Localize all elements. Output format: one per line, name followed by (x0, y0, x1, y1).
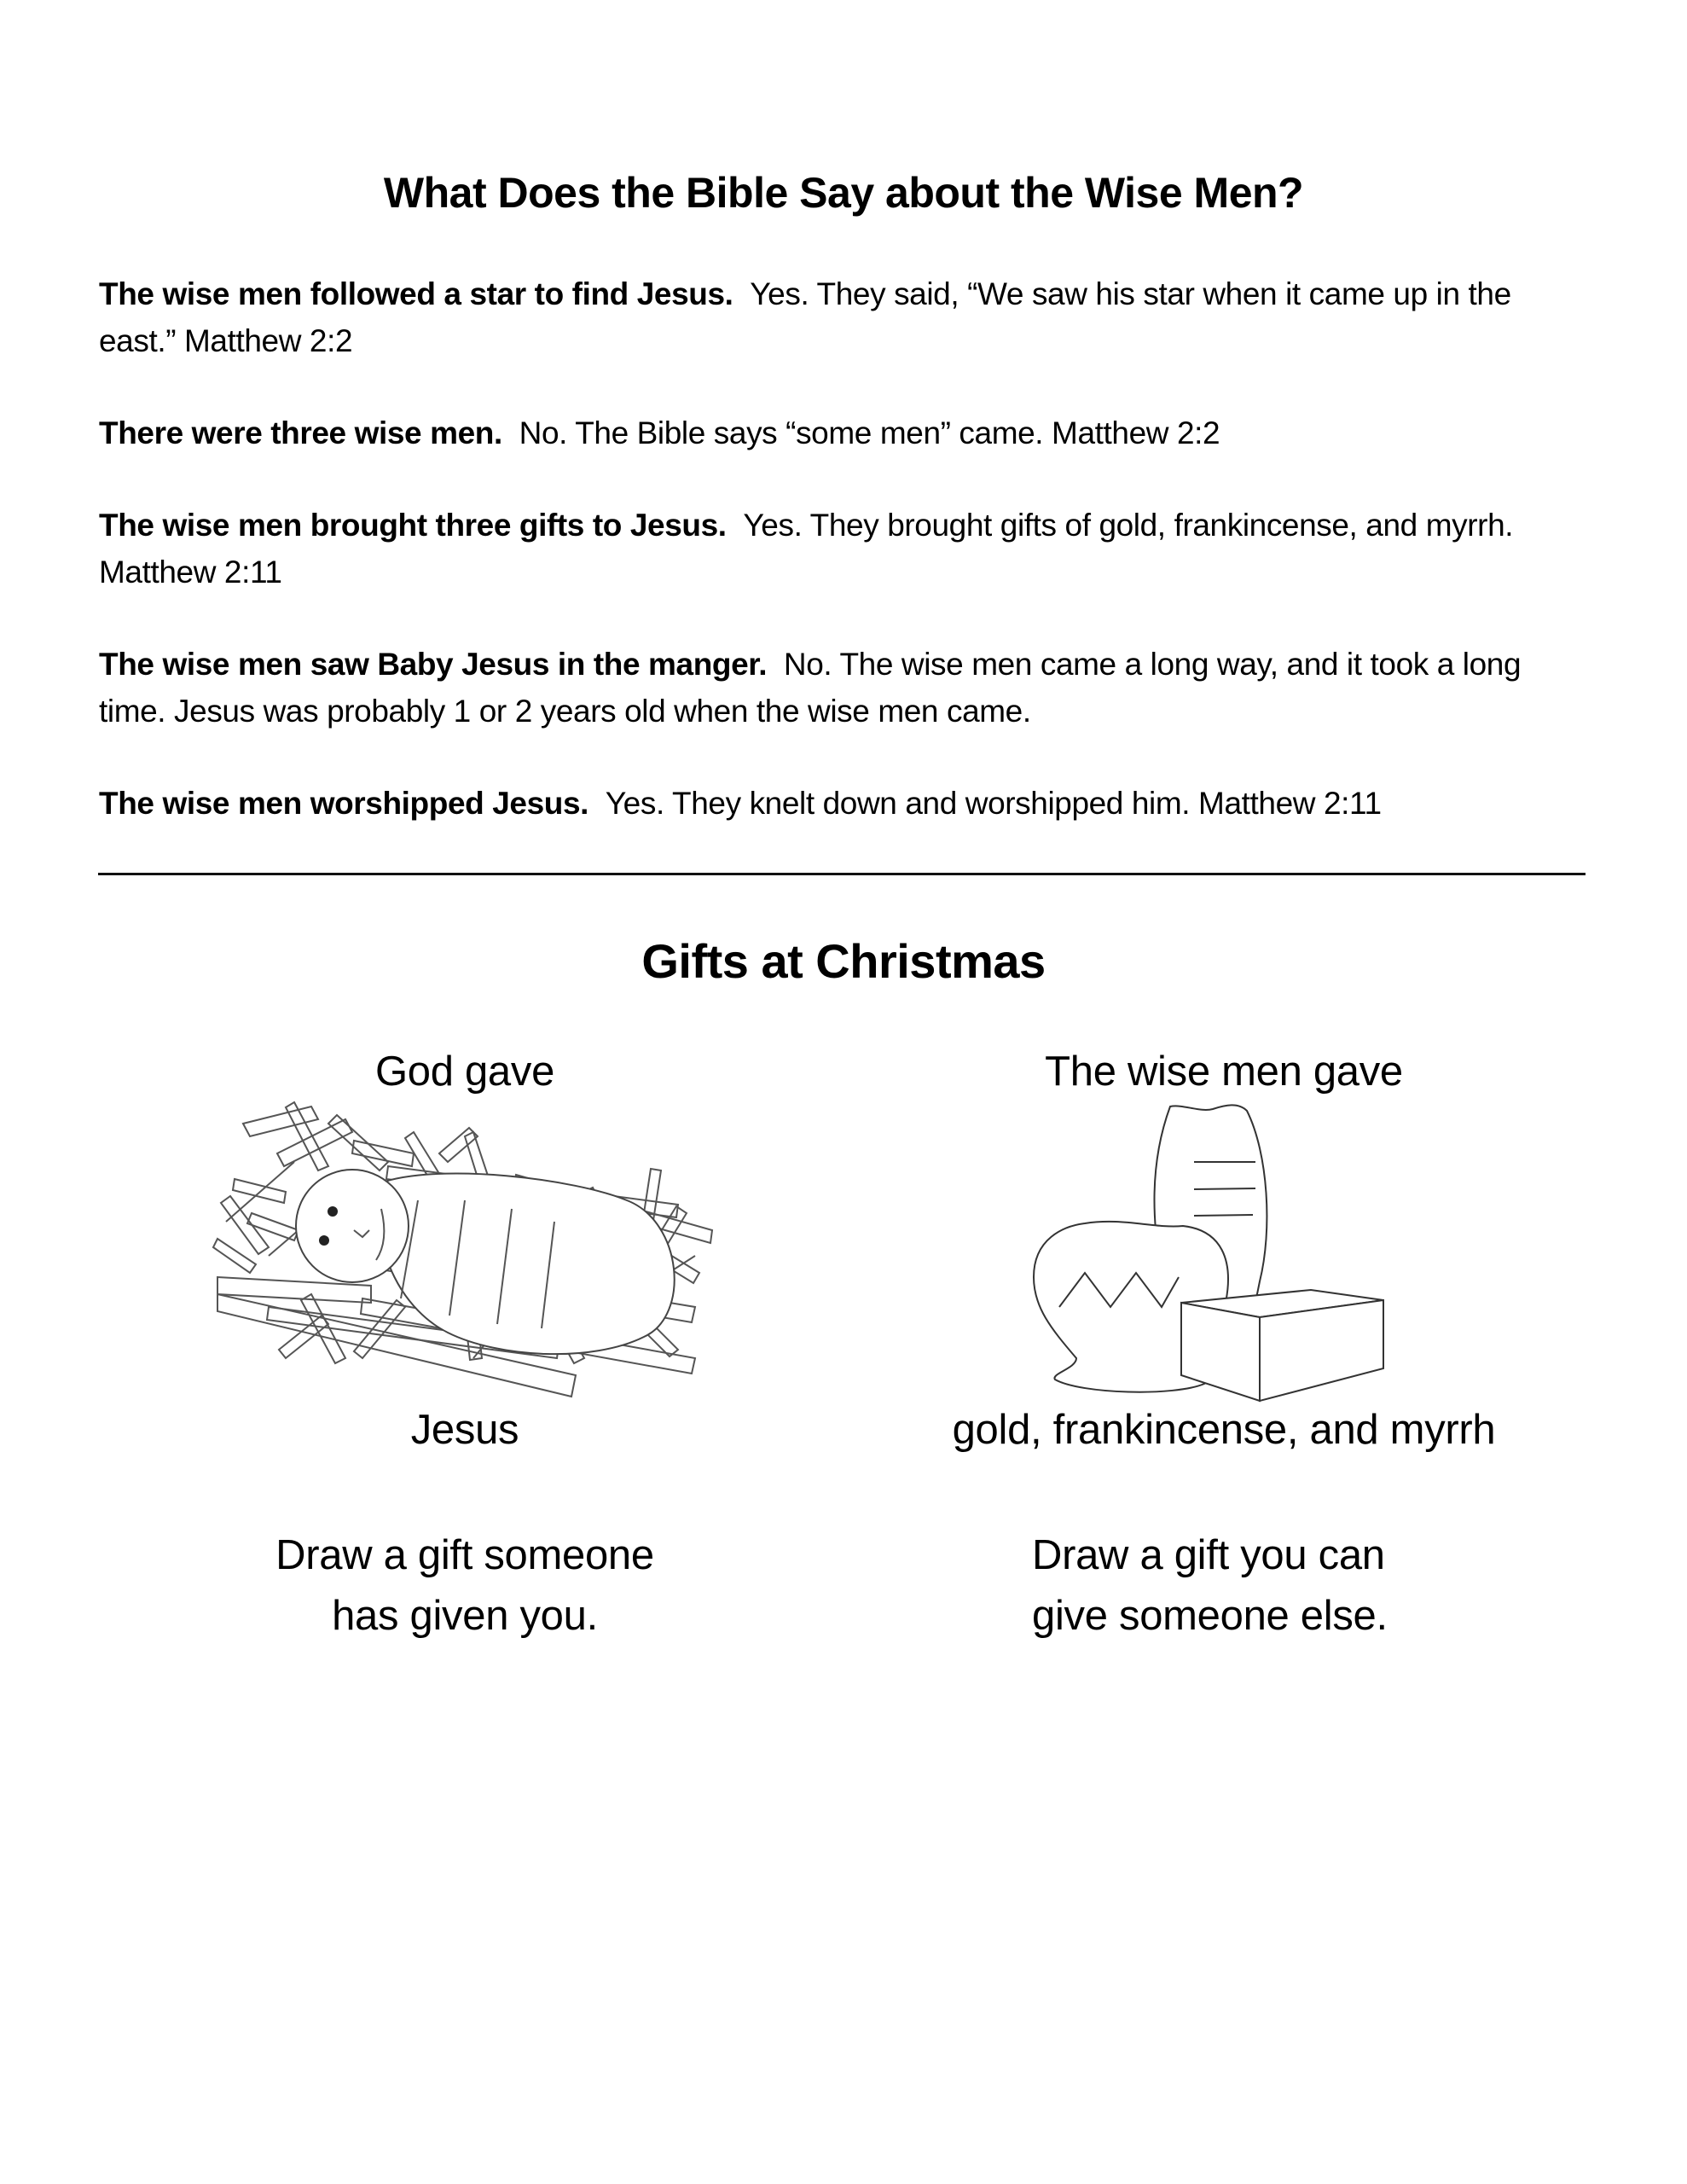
fact-answer: No. The wise men came a long way, and it took a long time. Jesus was probably 1 or 2 years old when the wise men came. (99, 647, 1522, 729)
fact-answer: Yes. They said, “We saw his star when it came up in the east.” Matthew 2:2 (99, 276, 1511, 358)
fact-item (99, 502, 1583, 595)
fact-claim: There were three wise men. (99, 415, 502, 450)
fact-answer: Yes. They knelt down and worshipped him. Matthew 2:11 (605, 786, 1382, 821)
fact-claim: The wise men followed a star to find Jesus. (99, 276, 733, 311)
fact-item (99, 780, 1583, 827)
left-bottom-label: Jesus (410, 1407, 519, 1453)
left-top-label: God gave (374, 1048, 555, 1095)
fact-answer: Yes. They brought gifts of gold, frankincense, and myrrh. Matthew 2:11 (99, 508, 1514, 590)
fact-item (99, 270, 1583, 364)
section-title: Gifts at Christmas (641, 934, 1046, 988)
prompt-line: give someone else. (1032, 1593, 1388, 1639)
prompt-line: Draw a gift someone (275, 1532, 654, 1578)
fact-claim: The wise men worshipped Jesus. (99, 786, 589, 821)
prompt-line: Draw a gift you can (1032, 1532, 1385, 1578)
fact-item (99, 410, 1583, 456)
facts-list (99, 270, 1583, 872)
fact-answer: No. The Bible says “some men” came. Matthew 2:2 (519, 415, 1220, 450)
right-top-label: The wise men gave (1045, 1048, 1403, 1095)
right-bottom-label: gold, frankincense, and myrrh (952, 1407, 1496, 1453)
right-drawing-prompt (1032, 1525, 1544, 1647)
gift-jars-and-box-icon (1029, 1102, 1422, 1401)
baby-jesus-in-manger-icon (217, 1102, 721, 1401)
fact-item (99, 641, 1583, 735)
section-divider (98, 873, 1586, 875)
fact-claim: The wise men brought three gifts to Jesus. (99, 508, 727, 543)
fact-claim: The wise men saw Baby Jesus in the manger. (99, 647, 768, 682)
left-drawing-prompt (124, 1525, 806, 1647)
page-title: What Does the Bible Say about the Wise Men? (383, 169, 1304, 217)
prompt-line: has given you. (332, 1593, 598, 1639)
